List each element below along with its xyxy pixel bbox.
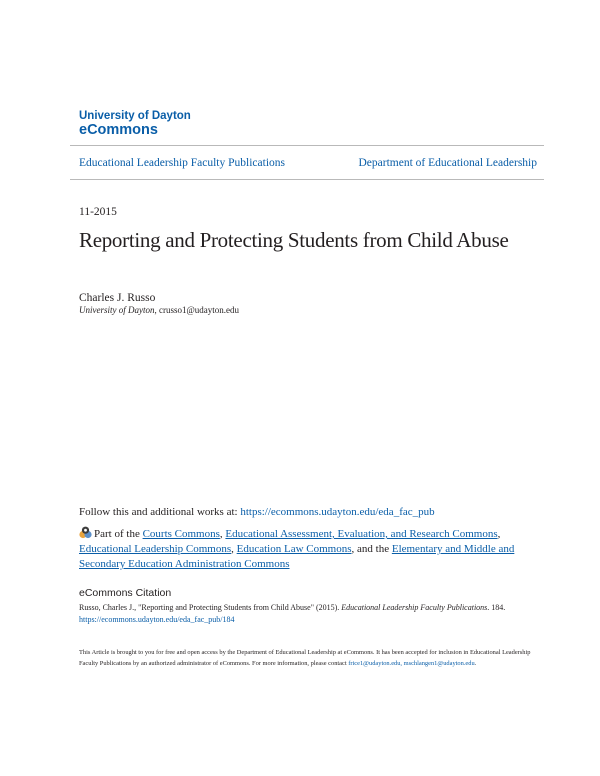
education-law-commons-link[interactable]: Education Law Commons xyxy=(236,543,352,555)
separator: , xyxy=(231,543,237,555)
author-name: Charles J. Russo xyxy=(79,292,156,304)
header-rule-bottom xyxy=(70,179,544,180)
citation-body xyxy=(79,602,534,626)
author-affiliation xyxy=(79,305,239,315)
citation-heading: eCommons Citation xyxy=(79,587,172,599)
affiliation-institution: University of Dayton xyxy=(79,305,155,315)
collection-url-link[interactable]: https://ecommons.udayton.edu/eda_fac_pub xyxy=(240,506,435,518)
access-notice xyxy=(79,648,534,669)
repository-name: eCommons xyxy=(79,122,158,138)
publication-date: 11-2015 xyxy=(79,206,117,218)
institution-name: University of Dayton xyxy=(79,110,191,122)
citation-number: . 184. xyxy=(487,603,506,612)
and-the-text: , and the xyxy=(351,543,392,555)
educational-leadership-commons-link[interactable]: Educational Leadership Commons xyxy=(79,543,232,555)
citation-series: Educational Leadership Faculty Publications xyxy=(341,603,488,612)
author-email: , crusso1@udayton.edu xyxy=(154,305,240,315)
part-of-prefix: Part of the xyxy=(94,528,143,540)
separator: , xyxy=(219,528,226,540)
follow-line xyxy=(79,506,435,518)
series-link[interactable]: Educational Leadership Faculty Publications xyxy=(79,157,285,169)
elementary-secondary-admin-commons-link[interactable]: Elementary and Middle and Secondary Education Administration Commons xyxy=(79,543,515,570)
notice-text: This Article is brought to you for free and open access by the Department of Educational Leadership at eCommons. It has been accepted for inclusion in Educational Leadership Faculty Publications by an authorized administrator of eCommons. For more information, please contact xyxy=(79,649,531,667)
notice-end: . xyxy=(474,659,477,667)
separator: , xyxy=(497,528,501,540)
contact-emails-link[interactable]: frice1@udayton.edu, mschlangen1@udayton.edu xyxy=(348,659,475,667)
article-title: Reporting and Protecting Students from Child Abuse xyxy=(79,228,509,252)
citation-text: Russo, Charles J., "Reporting and Protecting Students from Child Abuse" (2015). xyxy=(79,603,342,612)
department-link[interactable]: Department of Educational Leadership xyxy=(358,157,537,169)
header-rule-top xyxy=(70,145,544,146)
citation-url-link[interactable]: https://ecommons.udayton.edu/eda_fac_pub/184 xyxy=(79,615,235,624)
creative-commons-icon xyxy=(79,526,92,539)
part-of-commons xyxy=(79,526,534,572)
educational-assessment-commons-link[interactable]: Educational Assessment, Evaluation, and Research Commons xyxy=(225,528,498,540)
follow-prefix: Follow this and additional works at: xyxy=(79,506,241,518)
courts-commons-link[interactable]: Courts Commons xyxy=(142,528,220,540)
